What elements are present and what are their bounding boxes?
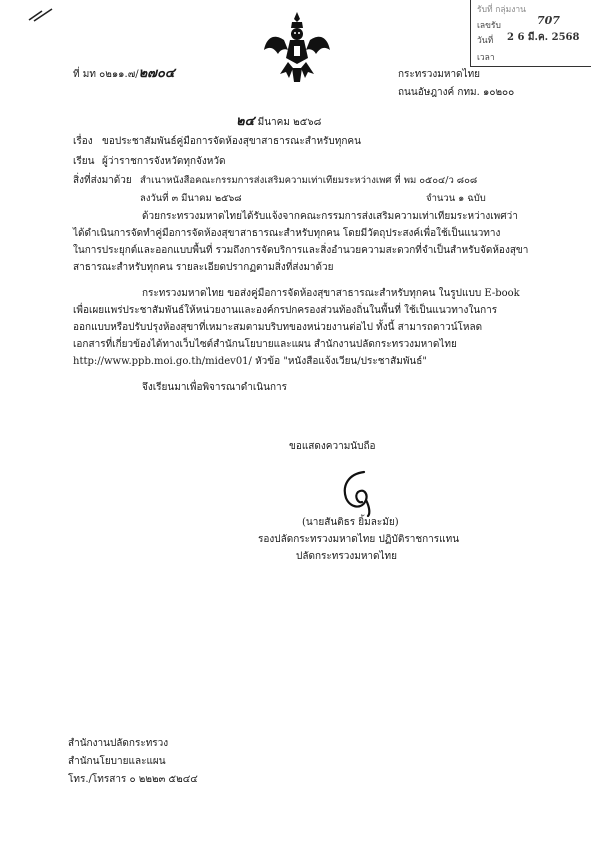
doc-ref [73, 67, 175, 81]
date-day: ๒๔ [236, 114, 255, 129]
body-p1-line3: ในการประยุกต์และออกแบบพื้นที่ รวมถึงการจัดบริการและสิ่งอำนวยความสะดวกที่จำเป็นสำหรับจัดห้องสุขา [73, 245, 529, 256]
body-p2-line4: เอกสารที่เกี่ยวข้องได้ทางเว็บไซต์สำนักนโยบายและแผน สำนักงานปลัดกระทรวงมหาดไทย [73, 339, 457, 350]
garuda-emblem-icon [262, 10, 332, 86]
subject-label: เรื่อง [73, 136, 93, 147]
handwritten-mark [28, 8, 54, 22]
sender-line1: กระทรวงมหาดไทย [398, 69, 481, 80]
footer-division: สำนักนโยบายและแผน [68, 756, 166, 767]
stamp-time-label: เวลา [477, 53, 495, 63]
to-text: ผู้ว่าราชการจังหวัดทุกจังหวัด [102, 156, 226, 167]
enclosure-line2: ลงวันที่ ๓ มีนาคม ๒๕๖๘ [140, 193, 242, 204]
stamp-number-value: 707 [537, 14, 560, 27]
body-p3: จึงเรียนมาเพื่อพิจารณาดำเนินการ [142, 382, 288, 393]
enclosure-line1: สำเนาหนังสือคณะกรรมการส่งเสริมความเท่าเทียมระหว่างเพศ ที่ พม ๐๕๐๔/ว ๘๐๘ [140, 175, 478, 186]
footer-phone: โทร./โทรสาร ๐ ๒๒๒๓ ๕๒๔๔ [68, 774, 198, 785]
enclosure-count: จำนวน ๑ ฉบับ [426, 193, 486, 204]
handwritten-signature [338, 468, 382, 518]
body-p2-line5-url: http://www.ppb.moi.go.th/midev01/ หัวข้อ "หนังสือแจ้งเวียน/ประชาสัมพันธ์" [73, 356, 427, 367]
date-rest: มีนาคม ๒๕๖๘ [257, 117, 322, 128]
signer-name: (นายสันติธร ยิ้มละมัย) [302, 517, 399, 528]
body-p1-line4: สาธารณะสำหรับทุกคน รายละเอียดปรากฏตามสิ่งที่ส่งมาด้วย [73, 262, 334, 273]
body-p2-line3: ออกแบบหรือปรับปรุงห้องสุขาที่เหมาะสมตามบริบทของหน่วยงานต่อไป ทั้งนี้ สามารถดาวน์โหลด [73, 322, 483, 333]
enclosure-label: สิ่งที่ส่งมาด้วย [73, 175, 132, 186]
sender-line2: ถนนอัษฎางค์ กทม. ๑๐๒๐๐ [398, 87, 515, 98]
signer-title2: ปลัดกระทรวงมหาดไทย [296, 551, 398, 562]
doc-ref-number: ๒๗๐๔ [138, 66, 175, 81]
body-p1-line2: ได้ดำเนินการจัดทำคู่มือการจัดห้องสุขาสาธารณะสำหรับทุกคน โดยมีวัตถุประสงค์เพื่อใช้เป็นแนวทาง [73, 228, 501, 239]
stamp-header: รับที่ กลุ่มงาน [477, 5, 526, 15]
subject-text: ขอประชาสัมพันธ์คู่มือการจัดห้องสุขาสาธารณะสำหรับทุกคน [102, 136, 361, 147]
signer-title1: รองปลัดกระทรวงมหาดไทย ปฏิบัติราชการแทน [258, 534, 460, 545]
stamp-date-value: 2 6 มี.ค. 2568 [507, 32, 580, 43]
stamp-number-label: เลขรับ [477, 21, 501, 31]
body-p1-line1: ด้วยกระทรวงมหาดไทยได้รับแจ้งจากคณะกรรมการส่งเสริมความเท่าเทียมระหว่างเพศว่า [142, 211, 518, 222]
letter-date [236, 115, 321, 129]
received-stamp [470, 0, 591, 67]
footer-office: สำนักงานปลัดกระทรวง [68, 738, 169, 749]
body-p2-line2: เพื่อเผยแพร่ประชาสัมพันธ์ให้หน่วยงานและองค์กรปกครองส่วนท้องถิ่นในพื้นที่ ใช้เป็นแนวทางในการ [73, 305, 498, 316]
to-label: เรียน [73, 156, 95, 167]
closing-text: ขอแสดงความนับถือ [289, 441, 376, 452]
stamp-date-label: วันที่ [477, 36, 494, 46]
body-p2-line1: กระทรวงมหาดไทย ขอส่งคู่มือการจัดห้องสุขาสาธารณะสำหรับทุกคน ในรูปแบบ E-book [142, 288, 520, 299]
doc-ref-label: ที่ มท ๐๒๑๑.๗/ [73, 69, 139, 80]
